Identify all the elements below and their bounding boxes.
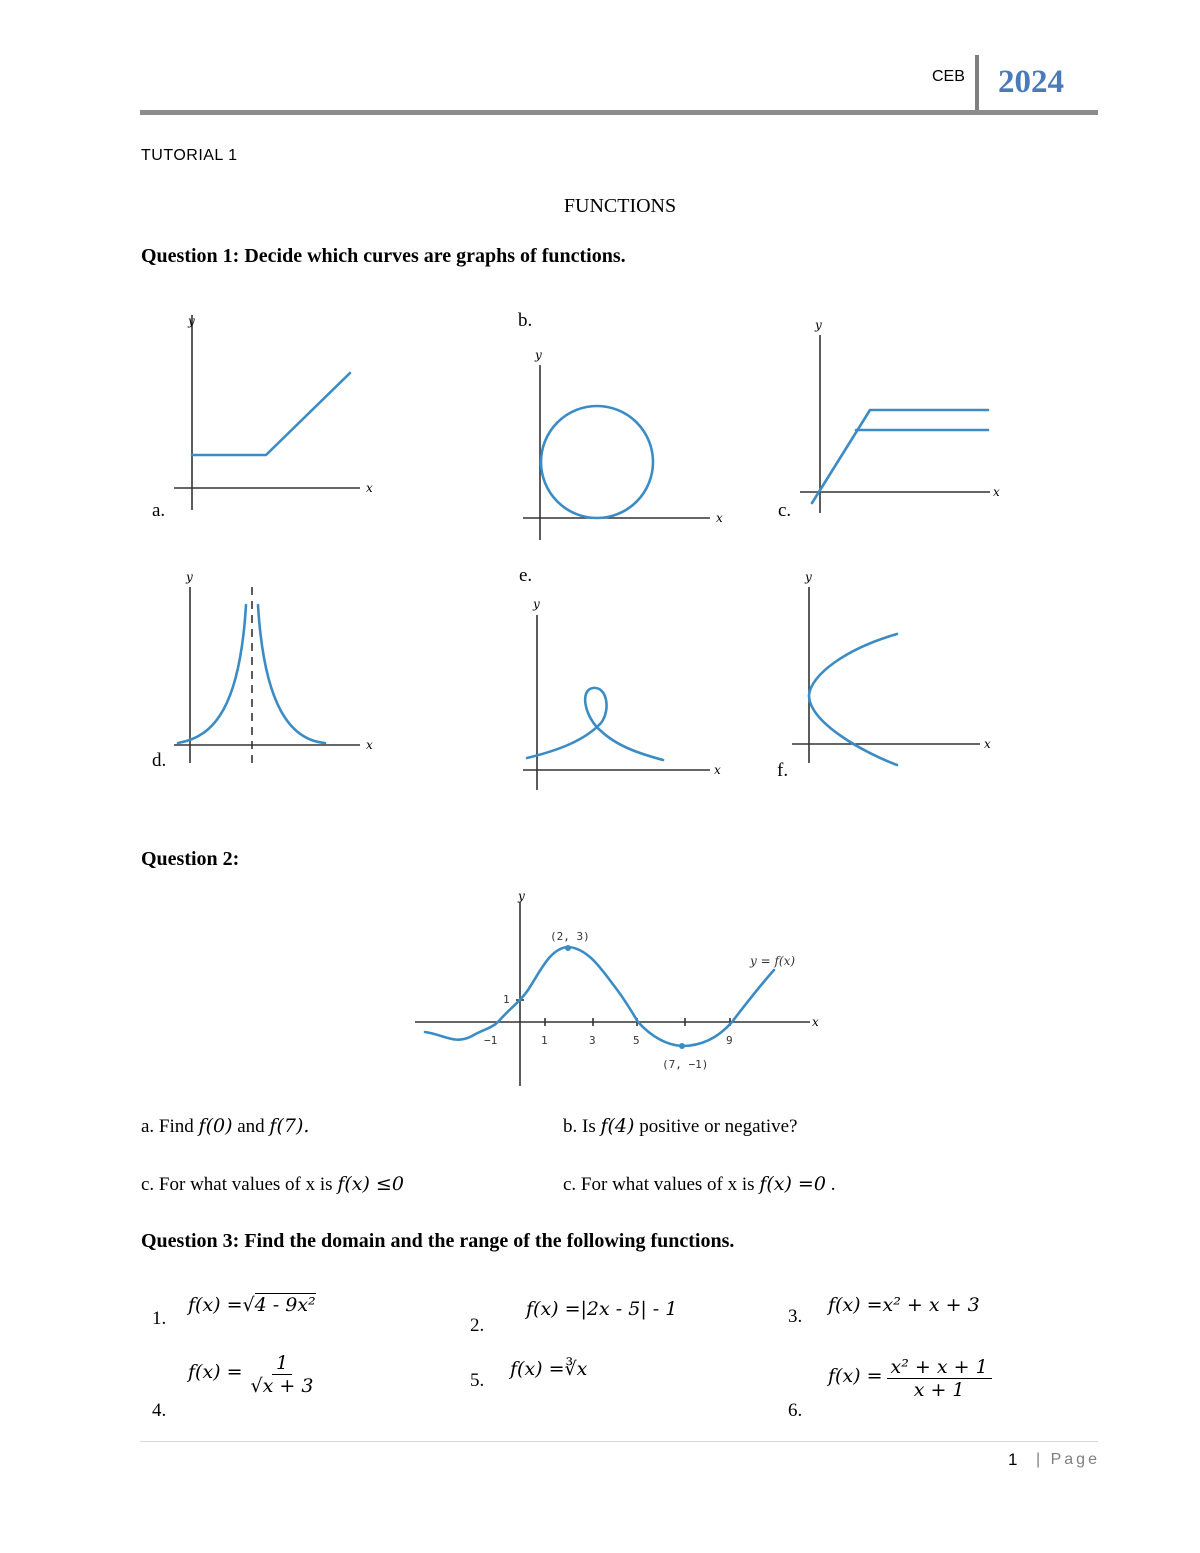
trough-label: (7, −1)	[662, 1058, 709, 1071]
footer-rule	[140, 1441, 1098, 1442]
tutorial-label: TUTORIAL 1	[141, 147, 238, 164]
graph-f	[785, 565, 1015, 770]
q3-item-6-expr	[828, 1356, 992, 1401]
x-axis-label: x	[716, 511, 723, 525]
q2a-and: and	[237, 1116, 265, 1137]
q3-item-1-expr: f(x) =√4 - 9x²	[188, 1294, 316, 1316]
q2b-f4: f(4)	[600, 1115, 635, 1137]
q2b-suffix: positive or negative?	[639, 1116, 798, 1137]
page-label: | Page	[1036, 1451, 1100, 1468]
y-axis-label: y	[805, 570, 812, 584]
graph-b	[515, 335, 745, 545]
question-1-heading: Question 1: Decide which curves are graphs of functions.	[141, 245, 626, 267]
graph-c-label: c.	[778, 500, 792, 521]
graph-d	[160, 565, 390, 765]
x-tick-1: 1	[541, 1034, 548, 1047]
q2d-expr: f(x) =0	[759, 1173, 826, 1195]
q2-part-a	[141, 1115, 309, 1138]
graph-d-label: d.	[152, 750, 167, 771]
q3-item-5-expr: f(x) =∛x	[510, 1358, 588, 1380]
graph-e-label: e.	[519, 565, 533, 586]
q3-4-numerator: 1	[272, 1352, 292, 1375]
graph-a	[160, 305, 390, 520]
q2c-prefix: c. For what values of x is	[141, 1174, 333, 1195]
curve-label: y = f(x)	[750, 954, 796, 968]
page-title: FUNCTIONS	[563, 195, 677, 217]
graph-f-label: f.	[777, 760, 789, 781]
graph-b-label: b.	[518, 310, 533, 331]
q2c-expr: f(x) ≤0	[337, 1173, 404, 1195]
peak-label: (2, 3)	[550, 930, 590, 943]
q2b-prefix: b. Is	[563, 1116, 596, 1137]
q3-item-4-expr	[188, 1352, 317, 1397]
y-axis-label: y	[815, 318, 822, 332]
q3-item-3-expr: f(x) =x² + x + 3	[828, 1294, 980, 1316]
q3-1-radicand: 4 - 9x²	[254, 1294, 316, 1316]
x-tick-3: 3	[589, 1034, 596, 1047]
q3-item-2-expr: f(x) =|2x - 5| - 1	[526, 1298, 678, 1320]
x-axis-label: x	[812, 1015, 819, 1029]
y-axis-label: y	[533, 597, 540, 611]
y-axis-label: y	[186, 570, 193, 584]
header-rule	[140, 110, 1098, 115]
x-axis-label: x	[984, 737, 991, 751]
x-axis-label: x	[993, 485, 1000, 499]
q2d-prefix: c. For what values of x is	[563, 1174, 755, 1195]
header-divider	[975, 55, 979, 113]
q3-item-3-number: 3.	[788, 1306, 803, 1327]
x-axis-label: x	[714, 763, 721, 777]
y-axis-label: y	[188, 314, 195, 328]
q3-1-lhs: f(x) =	[188, 1294, 243, 1316]
q3-4-lhs: f(x) =	[188, 1361, 243, 1384]
x-axis-label: x	[366, 481, 373, 495]
q2-part-b	[563, 1115, 797, 1138]
q2a-f0: f(0)	[198, 1115, 233, 1137]
page-number: 1	[1008, 1450, 1018, 1469]
graph-q2	[410, 890, 830, 1090]
graph-c	[800, 315, 1015, 515]
q3-4-denominator: √x + 3	[250, 1375, 314, 1397]
q2-part-d	[563, 1173, 835, 1196]
x-tick-neg1: −1	[484, 1034, 498, 1047]
q3-6-lhs: f(x) =	[828, 1365, 883, 1388]
x-axis-label: x	[366, 738, 373, 752]
graph-a-label: a.	[152, 500, 166, 521]
header-year: 2024	[998, 64, 1064, 100]
q2a-f7: f(7).	[269, 1115, 310, 1137]
q3-item-2-number: 2.	[470, 1315, 485, 1336]
graph-e	[515, 590, 745, 795]
q3-item-1-number: 1.	[152, 1308, 167, 1329]
header-org: CEB	[932, 68, 965, 85]
q2d-suffix: .	[830, 1174, 836, 1195]
q3-6-numerator: x² + x + 1	[887, 1356, 992, 1379]
q3-item-4-number: 4.	[152, 1400, 167, 1421]
q3-item-5-number: 5.	[470, 1370, 485, 1391]
x-tick-9: 9	[726, 1034, 733, 1047]
q3-6-denominator: x + 1	[913, 1379, 965, 1401]
y-axis-label: y	[518, 890, 525, 903]
x-tick-5: 5	[633, 1034, 640, 1047]
question-2-heading: Question 2:	[141, 848, 240, 870]
q2a-prefix: a. Find	[141, 1116, 194, 1137]
y-axis-label: y	[535, 348, 542, 362]
y-tick-1: 1	[503, 993, 510, 1006]
q2-part-c	[141, 1173, 404, 1196]
q3-item-6-number: 6.	[788, 1400, 803, 1421]
question-3-heading: Question 3: Find the domain and the range of the following functions.	[141, 1230, 735, 1252]
